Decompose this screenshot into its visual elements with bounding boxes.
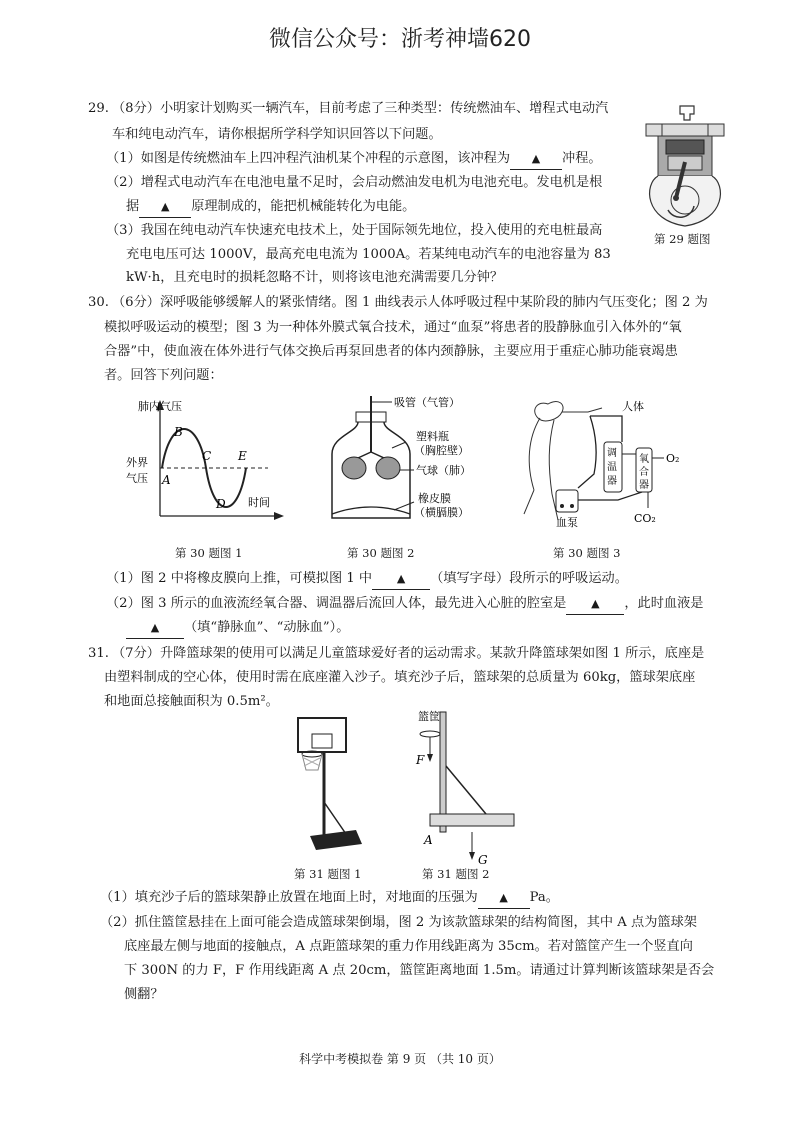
q29-blank2 [139, 197, 191, 218]
q31-sub2-line1: （2）抓住篮筐悬挂在上面可能会造成篮球架倒塌，图 2 为该款篮球架的结构简图，其中 A 点为篮球架 [100, 915, 697, 930]
fig1-outside-label1: 外界 [126, 456, 148, 469]
page-header: 微信公众号：浙考神墙620 [269, 27, 531, 52]
q30-sub2-tail: （填“静脉血”、“动脉血”）。 [184, 620, 350, 635]
fig3-caption: 第 30 题图 3 [553, 546, 621, 560]
q31-sub2-line2: 底座最左侧与地面的接触点，A 点距篮球架的重力作用线距离为 35cm。若对篮筐产生一个竖直向 [124, 939, 693, 954]
fig1-caption: 第 30 题图 1 [175, 546, 243, 560]
q30-sub1 [106, 569, 628, 590]
q29-sub1-tail: 冲程。 [562, 151, 602, 166]
fig2-balloon-label: 气球（肺） [416, 464, 471, 477]
fig3-pump-label: 血泵 [556, 516, 578, 529]
fig2-bottle-label: 塑料瓶 [416, 430, 449, 443]
q30-sub2-mid: ，此时血液是 [624, 596, 704, 611]
fig3-oxygenator-label-1: 氧 [639, 454, 649, 465]
q29-sub3-line2: 充电电压可达 1000V，最高充电电流为 1000A。若某纯电动汽车的电池容量为 83 [126, 247, 611, 262]
engine-diagram [640, 102, 730, 230]
q30-line4: 者。回答下列问题： [104, 368, 223, 383]
fig2-tube-label: 吸管（气管） [394, 396, 460, 409]
q30-sub2-line1 [106, 594, 703, 615]
q29-sub2-line1: （2）增程式电动汽车在电池电量不足时，会启动燃油发电机为电池充电。发电机是根 [106, 175, 603, 190]
q31-sub1-text: （1）填充沙子后的篮球架静止放置在地面上时，对地面的压强为 [100, 890, 478, 905]
answer-mark: ▲ [499, 891, 508, 904]
fig1-point-b: B [174, 425, 183, 439]
q30-line1: （6分）深呼吸能够缓解人的紧张情绪。图 1 曲线表示人体呼吸过程中某阶段的肺内气压变化；图 2 为 [112, 295, 708, 310]
q29-sub2-line2 [126, 197, 415, 218]
q29-sub1-text: （1）如图是传统燃油车上四冲程汽油机某个冲程的示意图，该冲程为 [106, 151, 511, 166]
fig3-regulator-label-1: 调 [607, 448, 617, 459]
q30-sub2-line2 [126, 618, 349, 639]
fig2-bottle-sub: （胸腔壁） [414, 444, 469, 457]
q29-sub2-text: 据 [126, 199, 140, 214]
fig3-regulator-label-3: 器 [607, 476, 617, 487]
fig2-force-label: F [416, 753, 425, 767]
bottle-model-figure [318, 392, 478, 532]
ecmo-figure [518, 394, 693, 532]
q31-fig1-caption: 第 31 题图 1 [294, 867, 362, 881]
q29-sub1 [106, 149, 602, 170]
q31-line3: 和地面总接触面积为 0.5m²。 [104, 694, 279, 709]
q30-line2: 模拟呼吸运动的模型；图 3 为一种体外膜式氧合技术，通过“血泵”将患者的股静脉血引入体外的“氧 [104, 320, 682, 335]
fig1-point-e: E [238, 449, 247, 463]
answer-mark: ▲ [150, 621, 160, 634]
q29-number: 29. [88, 101, 109, 116]
q29-line1: （8分）小明家计划购买一辆汽车，目前考虑了三种类型：传统燃油车、增程式电动汽 [112, 101, 609, 116]
page-footer: 科学中考模拟卷 第 9 页 （共 10 页） [299, 1052, 501, 1066]
q30-blank2 [566, 594, 624, 615]
q31-sub2-line3: 下 300N 的力 F，F 作用线距离 A 点 20cm，篮筐距离地面 1.5m。请通过计算判断该篮球架是否会 [124, 963, 715, 978]
q29-sub3-line1: （3）我国在纯电动汽车快速充电技术上，处于国际领先地位，投入使用的充电桩最高 [106, 223, 603, 238]
fig1-point-d: D [216, 497, 226, 511]
fig2-film-label: 橡皮膜 [418, 492, 451, 505]
fig2-caption: 第 30 题图 2 [347, 546, 415, 560]
q30-blank1 [372, 569, 430, 590]
q29-figure-caption: 第 29 题图 [654, 232, 711, 246]
q31-line1: （7分）升降篮球架的使用可以满足儿童篮球爱好者的运动需求。某款升降篮球架如图 1 所示，底座是 [112, 646, 705, 661]
fig2-hoop-label: 篮筐 [418, 710, 440, 723]
answer-mark: ▲ [591, 597, 600, 610]
q31-number: 31. [88, 646, 109, 661]
q29-sub2-tail: 原理制成的，能把机械能转化为电能。 [191, 199, 416, 214]
q31-line2: 由塑料制成的空心体，使用时需在底座灌入沙子。填充沙子后，篮球架的总质量为 60kg，篮球架底座 [104, 670, 696, 685]
q29-sub3-line3: kW·h，且充电时的损耗忽略不计，则将该电池充满需要几分钟？ [126, 270, 504, 285]
fig3-body-label: 人体 [622, 400, 644, 413]
q31-sub2-line4: 侧翻？ [124, 987, 164, 1002]
q30-line3: 合器”中，使血液在体外进行气体交换后再泵回患者的体内颈静脉，主要应用于重症心肺功能衰竭患 [104, 344, 678, 359]
q29-blank1 [510, 149, 562, 170]
q31-fig2-caption: 第 31 题图 2 [422, 867, 490, 881]
pressure-curve-figure [118, 396, 288, 528]
fig3-o2-label: O₂ [666, 452, 680, 465]
q30-blank3 [126, 618, 184, 639]
q30-sub2-text: （2）图 3 所示的血液流经氧合器、调温器后流回人体，最先进入心脏的腔室是 [106, 596, 567, 611]
q31-blank1 [478, 888, 530, 909]
q30-sub1-text: （1）图 2 中将橡皮膜向上推，可模拟图 1 中 [106, 571, 373, 586]
fig1-point-a: A [162, 473, 171, 487]
q31-sub1-tail: Pa。 [529, 890, 559, 905]
fig1-xlabel: 时间 [248, 496, 270, 509]
stand-structure-diagram [400, 706, 530, 866]
basketball-stand-figure [290, 712, 370, 862]
fig3-oxygenator-label-3: 器 [639, 480, 649, 491]
fig1-ylabel: 肺内气压 [138, 400, 182, 413]
fig3-oxygenator-label-2: 合 [639, 467, 649, 478]
q31-sub1 [100, 888, 559, 909]
fig2-point-a-label: A [424, 833, 433, 847]
fig3-regulator-label-2: 温 [607, 462, 617, 473]
q30-sub1-tail: （填写字母）段所示的呼吸运动。 [430, 571, 628, 586]
fig2-film-sub: （横膈膜） [414, 506, 469, 519]
q30-number: 30. [88, 295, 109, 310]
answer-mark: ▲ [160, 200, 170, 213]
answer-mark: ▲ [531, 152, 541, 165]
q29-line2: 车和纯电动汽车，请你根据所学科学知识回答以下问题。 [112, 127, 442, 142]
fig1-outside-label2: 气压 [126, 472, 148, 485]
fig1-point-c: C [202, 449, 212, 463]
answer-mark: ▲ [396, 572, 406, 585]
fig3-co2-label: CO₂ [634, 512, 656, 525]
fig2-gravity-label: G [478, 853, 488, 866]
